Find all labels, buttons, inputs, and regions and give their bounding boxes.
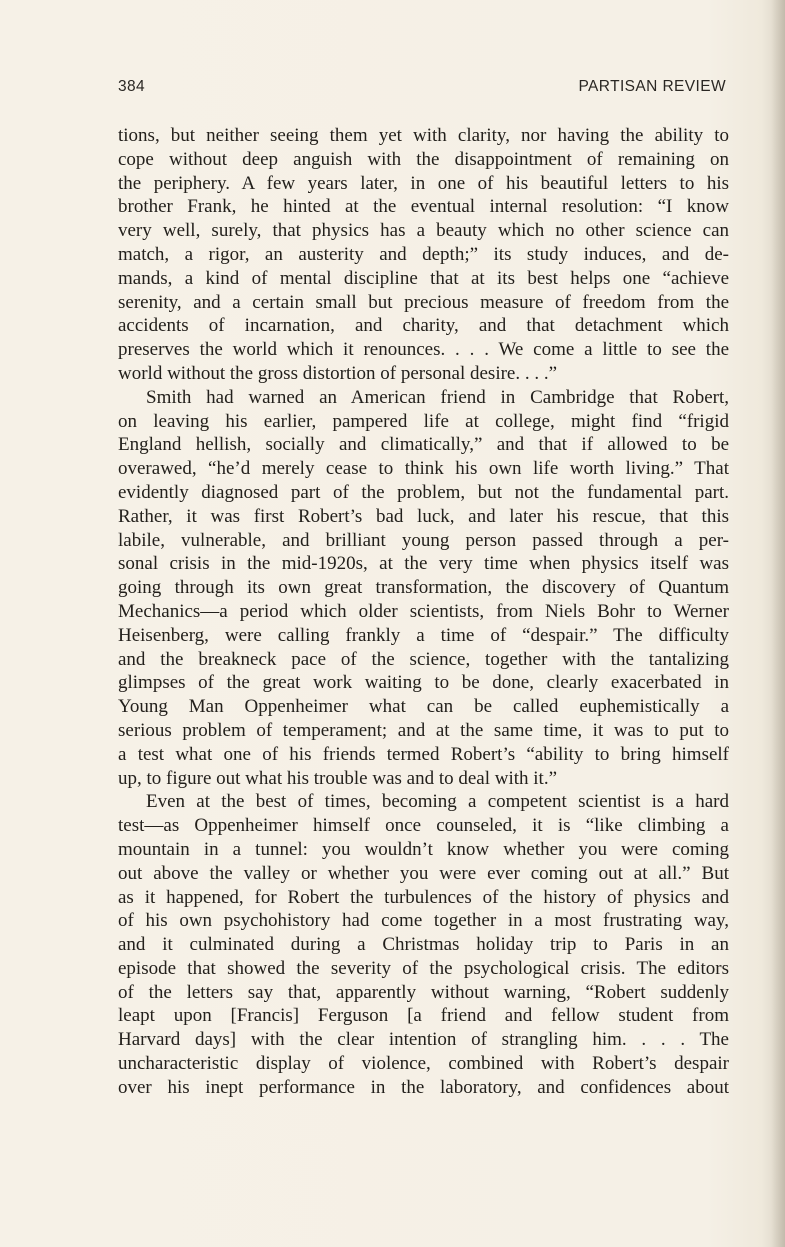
text-line: of his own psychohistory had come together in a most frustrating way, <box>118 910 729 932</box>
body-text <box>118 124 729 1100</box>
text-line: Harvard days] with the clear intention of strangling him. . . . The <box>118 1029 729 1051</box>
text-line: as it happened, for Robert the turbulences of the history of physics and <box>118 886 729 908</box>
text-line: of the letters say that, apparently without warning, “Robert suddenly <box>118 981 729 1003</box>
page-number: 384 <box>118 78 146 95</box>
text-line: and the breakneck pace of the science, together with the tantalizing <box>118 648 729 670</box>
text-line: Mechanics—a period which older scientists, from Niels Bohr to Werner <box>118 600 729 622</box>
text-line: labile, vulnerable, and brilliant young person passed through a per- <box>118 529 729 551</box>
paragraph <box>118 790 729 1099</box>
text-line: match, a rigor, an austerity and depth;” its study induces, and de- <box>118 243 729 265</box>
text-line: preserves the world which it renounces. . . . We come a little to see the <box>118 339 729 361</box>
paragraph <box>118 386 729 791</box>
running-head <box>118 78 726 100</box>
text-line: and it culminated during a Christmas holiday trip to Paris in an <box>118 934 729 956</box>
text-line: overawed, “he’d merely cease to think his own life worth living.” That <box>118 458 729 480</box>
text-line: serious problem of temperament; and at the same time, it was to put to <box>118 719 729 741</box>
text-line: brother Frank, he hinted at the eventual internal resolution: “I know <box>118 196 729 218</box>
text-line: Heisenberg, were calling frankly a time of “despair.” The difficulty <box>118 624 729 646</box>
page-edge-shadow <box>771 0 785 1247</box>
text-line: up, to figure out what his trouble was and to deal with it.” <box>118 767 558 789</box>
text-line: uncharacteristic display of violence, combined with Robert’s despair <box>118 1053 729 1075</box>
journal-title: PARTISAN REVIEW <box>578 78 726 95</box>
text-line: sonal crisis in the mid-1920s, at the very time when physics itself was <box>118 553 729 575</box>
paragraph <box>118 124 729 386</box>
text-line: the periphery. A few years later, in one of his beautiful letters to his <box>118 172 729 194</box>
text-line: Even at the best of times, becoming a competent scientist is a hard <box>146 791 729 813</box>
text-line: Rather, it was first Robert’s bad luck, and later his rescue, that this <box>118 505 729 527</box>
text-line: Smith had warned an American friend in Cambridge that Robert, <box>146 386 729 408</box>
text-line: glimpses of the great work waiting to be done, clearly exacerbated in <box>118 672 729 694</box>
text-line: on leaving his earlier, pampered life at college, might find “frigid <box>118 410 729 432</box>
text-line: episode that showed the severity of the psychological crisis. The editors <box>118 957 729 979</box>
text-line: evidently diagnosed part of the problem, but not the fundamental part. <box>118 481 729 503</box>
text-line: tions, but neither seeing them yet with clarity, nor having the ability to <box>118 125 729 146</box>
text-line: leapt upon [Francis] Ferguson [a friend and fellow student from <box>118 1005 729 1027</box>
text-line: accidents of incarnation, and charity, and that detachment which <box>118 315 729 337</box>
text-line: Young Man Oppenheimer what can be called euphemistically a <box>118 696 729 718</box>
text-line: mountain in a tunnel: you wouldn’t know whether you were coming <box>118 838 729 860</box>
text-line: very well, surely, that physics has a beauty which no other science can <box>118 220 729 242</box>
text-line: out above the valley or whether you were ever coming out at all.” But <box>118 862 729 884</box>
text-line: serenity, and a certain small but precious measure of freedom from the <box>118 291 729 313</box>
text-line: test—as Oppenheimer himself once counseled, it is “like climbing a <box>118 815 729 837</box>
text-line: world without the gross distortion of personal desire. . . .” <box>118 362 558 384</box>
text-line: mands, a kind of mental discipline that at its best helps one “achieve <box>118 267 729 289</box>
text-line: England hellish, socially and climatically,” and that if allowed to be <box>118 434 729 456</box>
text-line: cope without deep anguish with the disappointment of remaining on <box>118 148 729 170</box>
text-line: going through its own great transformation, the discovery of Quantum <box>118 577 729 599</box>
text-line: a test what one of his friends termed Robert’s “ability to bring himself <box>118 743 729 765</box>
text-line: over his inept performance in the laboratory, and confidences about <box>118 1076 729 1098</box>
